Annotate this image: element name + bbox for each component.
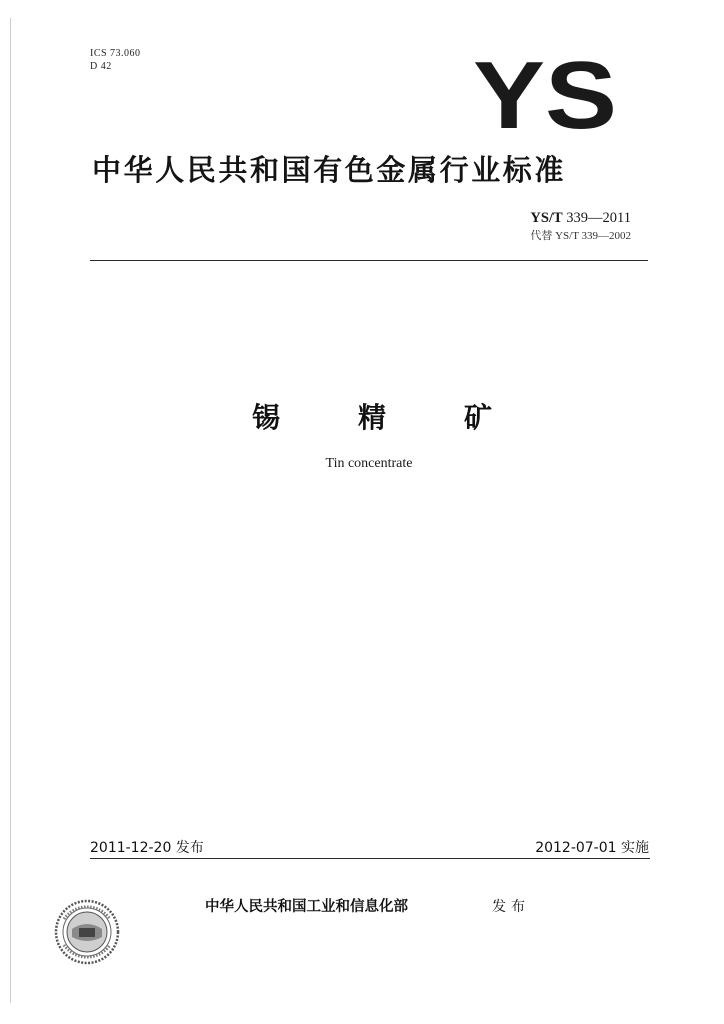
standard-number-prefix: YS/T xyxy=(530,210,563,226)
page-scan-edge xyxy=(10,18,11,1003)
replaces-standard: 代替 YS/T 339—2002 xyxy=(530,230,631,242)
ys-logo xyxy=(470,44,620,140)
document-title-char: 锡 xyxy=(252,401,281,434)
standard-number-value: 339—2011 xyxy=(566,210,631,226)
header-divider xyxy=(90,260,648,261)
document-title-cn xyxy=(252,396,492,436)
ccs-code: D 42 xyxy=(90,61,112,72)
ys-logo-text: YS xyxy=(473,44,617,140)
standard-category-title: 中华人民共和国有色金属行业标准 xyxy=(92,153,567,187)
document-title-char: 矿 xyxy=(463,401,492,434)
issue-date: 2011-12-20 发布 xyxy=(90,840,204,856)
classification-codes xyxy=(90,47,141,73)
ics-code: ICS 73.060 xyxy=(90,48,141,59)
document-title-char: 精 xyxy=(357,401,386,434)
official-seal-icon xyxy=(52,897,122,967)
implementation-date: 2012-07-01 实施 xyxy=(535,840,649,856)
standard-number xyxy=(530,210,631,227)
document-title-en: Tin concentrate xyxy=(325,456,413,471)
footer-divider xyxy=(90,858,650,859)
publish-label: 发布 xyxy=(492,899,530,915)
publisher-name: 中华人民共和国工业和信息化部 xyxy=(205,899,408,915)
